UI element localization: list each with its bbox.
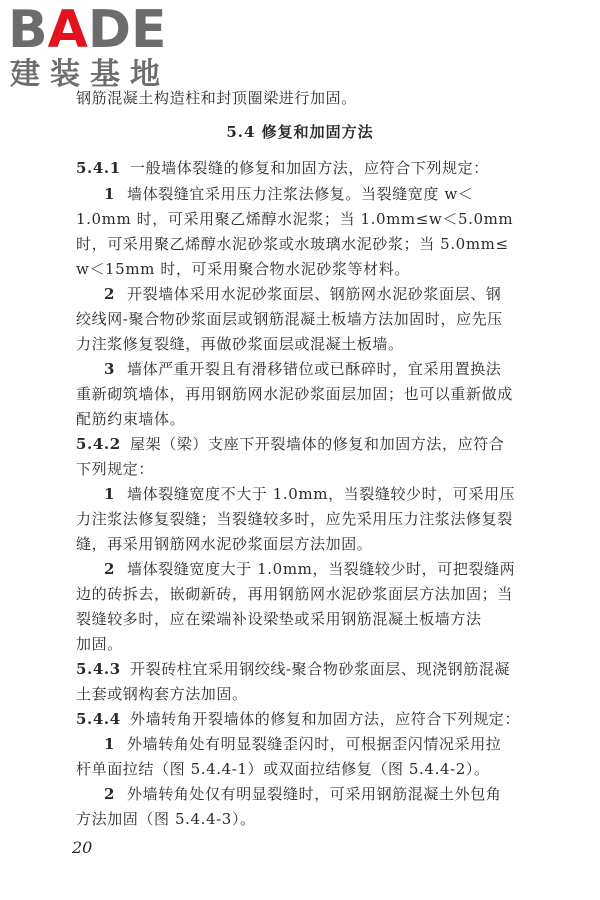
item-number: 1 (104, 485, 116, 503)
body-line: 外墙转角处有明显裂缝歪闪时，可根据歪闪情况采用拉 (127, 735, 502, 753)
item-number: 2 (104, 785, 116, 803)
clause-number: 5.4.2 (76, 435, 121, 453)
body-line: 墙体裂缝宜采用压力注浆法修复。当裂缝宽度 w＜ (127, 185, 474, 203)
body-line: 配筋约束墙体。 (76, 410, 186, 428)
item-number: 2 (104, 285, 116, 303)
section-title: 5.4 修复和加固方法 (226, 123, 374, 141)
body-line: 力注浆修复裂缝，再做砂浆面层或混凝土板墙。 (76, 335, 404, 353)
body-line: 加固。 (76, 635, 123, 653)
body-line: 墙体裂缝宽度不大于 1.0mm，当裂缝较少时，可采用压 (127, 485, 516, 503)
body-line: 土套或钢构套方法加固。 (76, 685, 248, 703)
item-number: 1 (104, 735, 116, 753)
body-line: 边的砖拆去，嵌砌新砖，再用钢筋网水泥砂浆面层方法加固；当 (76, 585, 513, 603)
body-line: 外墙转角处仅有明显裂缝时，可采用钢筋混凝土外包角 (127, 785, 502, 803)
body-line: 力注浆法修复裂缝；当裂缝较多时，应先采用压力注浆法修复裂 (76, 510, 513, 528)
body-line: 屋架（梁）支座下开裂墙体的修复和加固方法，应符合 (130, 435, 505, 453)
body-line: 开裂砖柱宜采用钢绞线-聚合物砂浆面层、现浇钢筋混凝 (130, 660, 511, 678)
body-line: 绞线网-聚合物砂浆面层或钢筋混凝土板墙方法加固时，应先压 (76, 310, 503, 328)
item-number: 2 (104, 560, 116, 578)
body-line: 缝，再采用钢筋网水泥砂浆面层方法加固。 (76, 535, 373, 553)
body-line: 墙体严重开裂且有滑移错位或已酥碎时，宜采用置换法 (127, 360, 502, 378)
body-line: 1.0mm 时，可采用聚乙烯醇水泥浆；当 1.0mm≤w＜5.0mm (76, 210, 514, 228)
clause-number: 5.4.3 (76, 660, 121, 678)
body-line: w＜15mm 时，可采用聚合物水泥砂浆等材料。 (76, 260, 410, 278)
clause-number: 5.4.1 (76, 159, 121, 177)
body-line: 方法加固（图 5.4.4-3）。 (76, 810, 256, 828)
body-line: 杆单面拉结（图 5.4.4-1）或双面拉结修复（图 5.4.4-2）。 (76, 760, 490, 778)
clause-number: 5.4.4 (76, 710, 121, 728)
body-line: 裂缝较多时，应在梁端补设梁垫或采用钢筋混凝土板墙方法 (76, 610, 482, 628)
item-number: 3 (104, 360, 116, 378)
bade-logo (6, 2, 176, 94)
body-line: 一般墙体裂缝的修复和加固方法，应符合下列规定： (130, 159, 489, 177)
logo-subtitle: 建装基地 (10, 57, 170, 92)
body-line: 钢筋混凝土构造柱和封顶圈梁进行加固。 (76, 89, 357, 107)
body-line: 下列规定： (76, 460, 155, 478)
page-number: 20 (72, 838, 93, 857)
item-number: 1 (104, 185, 116, 203)
body-line: 墙体裂缝宽度大于 1.0mm，当裂缝较少时，可把裂缝两 (127, 560, 516, 578)
body-line: 重新砌筑墙体，再用钢筋网水泥砂浆面层加固；也可以重新做成 (76, 385, 513, 403)
body-line: 开裂墙体采用水泥砂浆面层、钢筋网水泥砂浆面层、钢 (127, 285, 502, 303)
body-line: 时，可采用聚乙烯醇水泥砂浆或水玻璃水泥砂浆；当 5.0mm≤ (76, 235, 509, 253)
body-line: 外墙转角开裂墙体的修复和加固方法，应符合下列规定： (130, 710, 521, 728)
logo-wordmark: BADE (8, 0, 167, 60)
